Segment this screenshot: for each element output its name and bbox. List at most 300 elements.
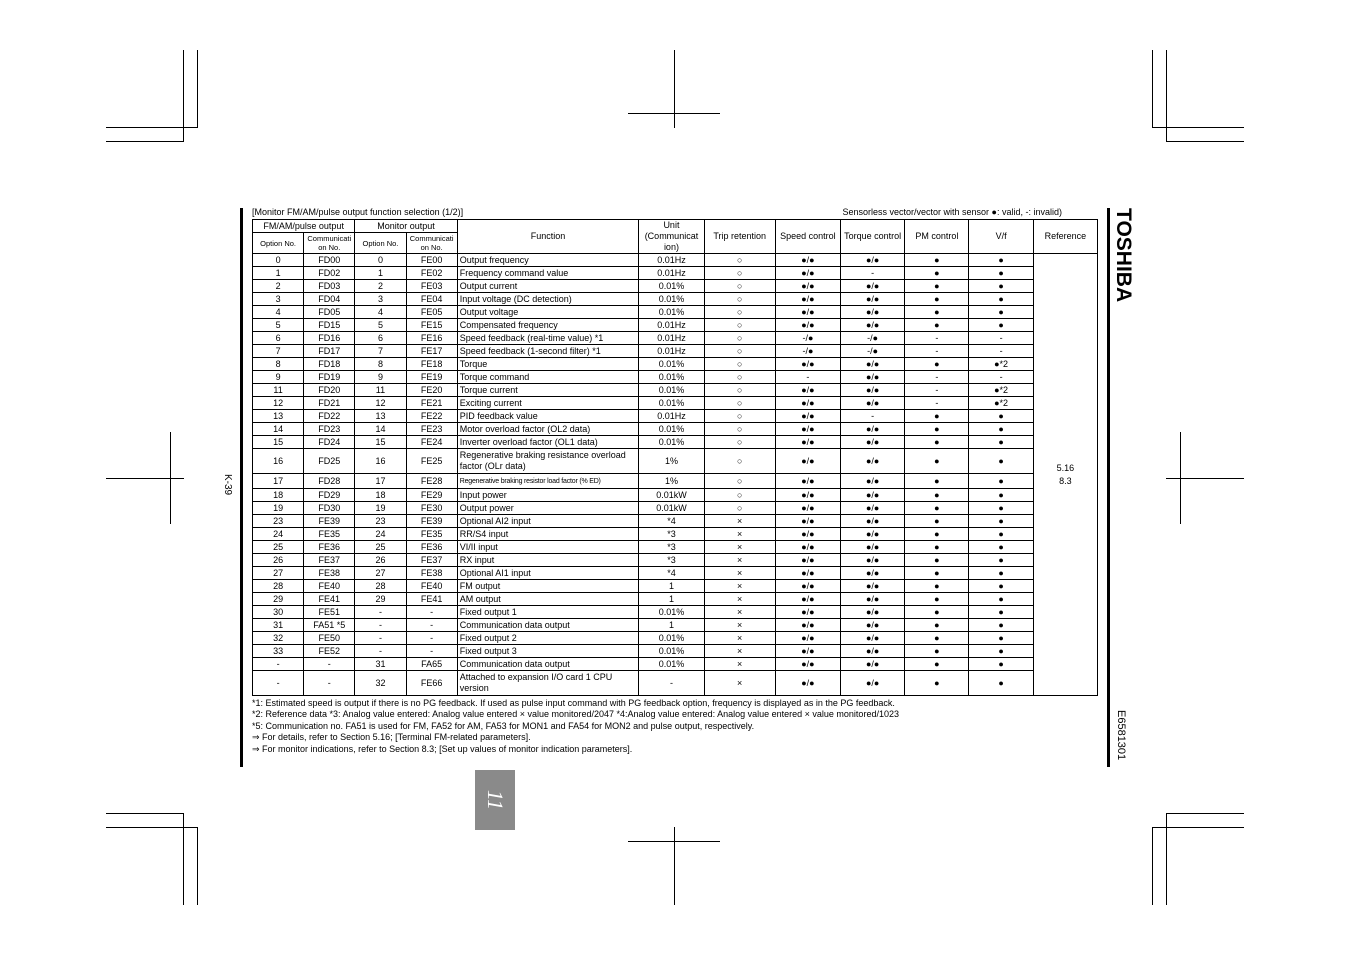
vf-cell: ● — [969, 645, 1033, 658]
fm-option-no: 30 — [253, 606, 304, 619]
document-code: E6581301 — [1115, 710, 1127, 761]
torque-cell: ●/● — [841, 671, 905, 696]
mon-option-no: - — [355, 606, 406, 619]
function-cell: Input voltage (DC detection) — [457, 293, 639, 306]
torque-cell: ●/● — [841, 541, 905, 554]
torque-cell: ●/● — [841, 645, 905, 658]
table-row — [253, 423, 1098, 436]
mon-option-no: 17 — [355, 474, 406, 489]
torque-cell: ●/● — [841, 306, 905, 319]
fm-option-no: 15 — [253, 436, 304, 449]
fm-comm-no: FD20 — [304, 384, 355, 397]
fm-option-no: 4 — [253, 306, 304, 319]
torque-cell: ●/● — [841, 436, 905, 449]
mon-option-no: 11 — [355, 384, 406, 397]
pm-cell: ● — [905, 293, 969, 306]
monitor-output-table — [252, 219, 1098, 696]
table-row — [253, 515, 1098, 528]
pm-cell: ● — [905, 671, 969, 696]
table-row — [253, 384, 1098, 397]
trip-cell: ○ — [704, 384, 775, 397]
speed-cell: ●/● — [775, 410, 840, 423]
section-tab — [475, 770, 515, 830]
speed-cell: ●/● — [775, 515, 840, 528]
pm-cell: ● — [905, 593, 969, 606]
torque-cell: ●/● — [841, 632, 905, 645]
speed-cell: ●/● — [775, 474, 840, 489]
mon-comm-no: FE39 — [406, 515, 457, 528]
trip-cell: × — [704, 658, 775, 671]
vf-cell: - — [969, 371, 1033, 384]
vf-cell: ● — [969, 528, 1033, 541]
trip-cell: ○ — [704, 397, 775, 410]
speed-cell: ●/● — [775, 528, 840, 541]
function-cell: Fixed output 1 — [457, 606, 639, 619]
table-row — [253, 541, 1098, 554]
fm-option-no: 26 — [253, 554, 304, 567]
pm-cell: - — [905, 345, 969, 358]
fm-comm-no: FE41 — [304, 593, 355, 606]
vf-cell: ● — [969, 474, 1033, 489]
unit-cell: 0.01Hz — [639, 345, 704, 358]
fm-option-no: 0 — [253, 254, 304, 267]
table-row — [253, 449, 1098, 474]
vf-cell: ●*2 — [969, 384, 1033, 397]
vf-cell: ● — [969, 593, 1033, 606]
speed-cell: ●/● — [775, 489, 840, 502]
crop-mark — [106, 127, 198, 128]
table-row — [253, 580, 1098, 593]
fm-option-no: 6 — [253, 332, 304, 345]
torque-cell: ●/● — [841, 554, 905, 567]
mon-option-no: 15 — [355, 436, 406, 449]
unit-cell: *4 — [639, 567, 704, 580]
vf-cell: ● — [969, 515, 1033, 528]
fm-comm-no: FD15 — [304, 319, 355, 332]
function-cell: Torque — [457, 358, 639, 371]
monitor-group-header: Monitor output — [355, 220, 457, 233]
mon-option-no: 19 — [355, 502, 406, 515]
vf-cell: ● — [969, 436, 1033, 449]
function-cell: Optional AI1 input — [457, 567, 639, 580]
table-row — [253, 410, 1098, 423]
speed-cell: ●/● — [775, 606, 840, 619]
trip-cell: ○ — [704, 449, 775, 474]
function-cell: AM output — [457, 593, 639, 606]
fm-comm-no: FD25 — [304, 449, 355, 474]
trip-cell: × — [704, 528, 775, 541]
vf-cell: ●*2 — [969, 397, 1033, 410]
pm-cell: ● — [905, 541, 969, 554]
mon-option-no: 9 — [355, 371, 406, 384]
fm-option-no: 27 — [253, 567, 304, 580]
table-row — [253, 671, 1098, 696]
unit-cell: 0.01kW — [639, 489, 704, 502]
mon-comm-no: FE30 — [406, 502, 457, 515]
function-cell: Output frequency — [457, 254, 639, 267]
mon-option-no: 29 — [355, 593, 406, 606]
function-cell — [457, 474, 639, 489]
trip-cell: ○ — [704, 254, 775, 267]
pm-cell: ● — [905, 489, 969, 502]
crop-mark — [197, 827, 198, 905]
unit-cell: 0.01Hz — [639, 332, 704, 345]
pm-cell: ● — [905, 474, 969, 489]
fm-comm-no: FA51 *5 — [304, 619, 355, 632]
fm-option-no: 5 — [253, 319, 304, 332]
fm-comm-no: - — [304, 658, 355, 671]
trip-cell: × — [704, 645, 775, 658]
function-cell: Frequency command value — [457, 267, 639, 280]
crop-mark — [106, 478, 184, 479]
mon-comm-no: FE00 — [406, 254, 457, 267]
speed-cell: ●/● — [775, 502, 840, 515]
page-number: K-39 — [222, 474, 233, 496]
pm-cell: ● — [905, 306, 969, 319]
crop-mark — [106, 827, 198, 828]
unit-cell: 1% — [639, 474, 704, 489]
table-row — [253, 254, 1098, 267]
mon-option-no: 12 — [355, 397, 406, 410]
fm-comm-no: FD17 — [304, 345, 355, 358]
function-text: Regenerative braking resistor load factor (% ED) — [459, 478, 601, 485]
vf-cell: ● — [969, 449, 1033, 474]
mon-option-no: 8 — [355, 358, 406, 371]
trip-cell: × — [704, 541, 775, 554]
pm-cell: ● — [905, 645, 969, 658]
crop-mark — [628, 113, 720, 114]
crop-mark — [1166, 478, 1244, 479]
speed-cell: ●/● — [775, 658, 840, 671]
pm-cell: ● — [905, 410, 969, 423]
pm-cell: - — [905, 371, 969, 384]
unit-cell: 0.01kW — [639, 502, 704, 515]
mon-comm-no: FE20 — [406, 384, 457, 397]
unit-cell: 0.01% — [639, 658, 704, 671]
fm-option-no: - — [253, 671, 304, 696]
crop-mark — [1166, 50, 1167, 142]
vf-cell: ● — [969, 280, 1033, 293]
speed-cell: ●/● — [775, 384, 840, 397]
pm-cell: ● — [905, 554, 969, 567]
mon-option-no: 16 — [355, 449, 406, 474]
torque-cell: -/● — [841, 332, 905, 345]
mon-comm-no: - — [406, 606, 457, 619]
function-cell: RX input — [457, 554, 639, 567]
reference-header: Reference — [1033, 220, 1097, 254]
mon-option-no: 14 — [355, 423, 406, 436]
function-cell: Output voltage — [457, 306, 639, 319]
mon-comm-header: Communicati on No. — [406, 233, 457, 254]
table-row — [253, 645, 1098, 658]
fm-option-no: 1 — [253, 267, 304, 280]
function-cell: VI/II input — [457, 541, 639, 554]
pm-cell: ● — [905, 606, 969, 619]
fm-comm-no: FD02 — [304, 267, 355, 280]
fm-comm-no: - — [304, 671, 355, 696]
table-row — [253, 306, 1098, 319]
vf-cell: ● — [969, 293, 1033, 306]
torque-cell: -/● — [841, 345, 905, 358]
torque-cell: - — [841, 410, 905, 423]
function-cell: Exciting current — [457, 397, 639, 410]
speed-cell: ●/● — [775, 632, 840, 645]
fm-option-no: - — [253, 658, 304, 671]
mon-comm-no: FE21 — [406, 397, 457, 410]
table-body — [253, 254, 1098, 696]
trip-cell: ○ — [704, 293, 775, 306]
mon-option-no: 1 — [355, 267, 406, 280]
crop-mark — [628, 841, 720, 842]
unit-header: Unit (Communicat ion) — [639, 220, 704, 254]
function-cell: PID feedback value — [457, 410, 639, 423]
footnote-line: *1: Estimated speed is output if there is no PG feedback. If used as pulse input command with PG feedback option, frequency is displayed as in the PG feedback. — [252, 698, 895, 708]
mon-option-no: 32 — [355, 671, 406, 696]
function-cell: Torque command — [457, 371, 639, 384]
pm-header: PM control — [905, 220, 969, 254]
table-row — [253, 474, 1098, 489]
table-row — [253, 436, 1098, 449]
function-cell: FM output — [457, 580, 639, 593]
table-row — [253, 528, 1098, 541]
unit-cell: 0.01% — [639, 280, 704, 293]
footnotes — [252, 698, 899, 755]
reference-cell: 5.16 8.3 — [1033, 254, 1097, 696]
pm-cell: ● — [905, 658, 969, 671]
unit-cell: 0.01% — [639, 606, 704, 619]
pm-cell: ● — [905, 502, 969, 515]
mon-option-no: 27 — [355, 567, 406, 580]
fm-option-no: 17 — [253, 474, 304, 489]
unit-cell: 1% — [639, 449, 704, 474]
fm-comm-no: FD04 — [304, 293, 355, 306]
pm-cell: ● — [905, 267, 969, 280]
unit-cell: *3 — [639, 554, 704, 567]
vf-cell: ● — [969, 554, 1033, 567]
pm-cell: - — [905, 332, 969, 345]
fm-comm-no: FE37 — [304, 554, 355, 567]
mon-option-no: 7 — [355, 345, 406, 358]
function-cell: Fixed output 2 — [457, 632, 639, 645]
mon-option-no: 4 — [355, 306, 406, 319]
fm-comm-no: FD30 — [304, 502, 355, 515]
fm-comm-no: FE40 — [304, 580, 355, 593]
legend-note: Sensorless vector/vector with sensor ●: valid, -: invalid) — [842, 207, 1062, 217]
function-cell: Compensated frequency — [457, 319, 639, 332]
fm-option-no: 29 — [253, 593, 304, 606]
trip-cell: ○ — [704, 319, 775, 332]
vf-cell: ● — [969, 502, 1033, 515]
fm-comm-no: FD29 — [304, 489, 355, 502]
trip-cell: ○ — [704, 502, 775, 515]
mon-comm-no: FE37 — [406, 554, 457, 567]
speed-cell: ●/● — [775, 449, 840, 474]
fm-option-no: 7 — [253, 345, 304, 358]
unit-cell: *3 — [639, 541, 704, 554]
trip-cell: ○ — [704, 436, 775, 449]
crop-mark — [106, 141, 184, 142]
table-row — [253, 619, 1098, 632]
fm-comm-no: FE36 — [304, 541, 355, 554]
vf-cell: - — [969, 345, 1033, 358]
footnote-line: ⇒ For details, refer to Section 5.16; [Terminal FM-related parameters]. — [252, 732, 531, 743]
vf-cell: ● — [969, 254, 1033, 267]
vf-cell: ● — [969, 410, 1033, 423]
fm-comm-header: Communicati on No. — [304, 233, 355, 254]
fm-comm-no: FD22 — [304, 410, 355, 423]
unit-cell: 0.01% — [639, 423, 704, 436]
unit-cell: - — [639, 671, 704, 696]
unit-cell: 0.01Hz — [639, 410, 704, 423]
mon-option-no: 2 — [355, 280, 406, 293]
fm-option-no: 13 — [253, 410, 304, 423]
torque-cell: ●/● — [841, 449, 905, 474]
fm-option-no: 12 — [253, 397, 304, 410]
fm-option-no: 33 — [253, 645, 304, 658]
pm-cell: ● — [905, 423, 969, 436]
mon-comm-no: FE16 — [406, 332, 457, 345]
fm-comm-no: FD05 — [304, 306, 355, 319]
speed-cell: ●/● — [775, 593, 840, 606]
torque-cell: ●/● — [841, 474, 905, 489]
unit-cell: 1 — [639, 619, 704, 632]
unit-cell: 0.01% — [639, 632, 704, 645]
mon-comm-no: FE25 — [406, 449, 457, 474]
fm-comm-no: FD19 — [304, 371, 355, 384]
fm-comm-no: FD21 — [304, 397, 355, 410]
torque-cell: ●/● — [841, 384, 905, 397]
fm-option-no: 23 — [253, 515, 304, 528]
function-cell: Optional AI2 input — [457, 515, 639, 528]
pm-cell: ● — [905, 580, 969, 593]
fm-comm-no: FE39 — [304, 515, 355, 528]
trip-cell: × — [704, 593, 775, 606]
function-cell: Speed feedback (1-second filter) *1 — [457, 345, 639, 358]
mon-comm-no: FE22 — [406, 410, 457, 423]
trip-cell: ○ — [704, 371, 775, 384]
section-tab-label: 11 — [483, 789, 508, 811]
fm-option-no: 32 — [253, 632, 304, 645]
torque-cell: ●/● — [841, 358, 905, 371]
speed-cell: - — [775, 371, 840, 384]
speed-cell: ●/● — [775, 254, 840, 267]
mon-comm-no: - — [406, 619, 457, 632]
unit-cell: 0.01% — [639, 371, 704, 384]
trip-cell: ○ — [704, 306, 775, 319]
torque-cell: ●/● — [841, 319, 905, 332]
speed-cell: ●/● — [775, 280, 840, 293]
unit-cell: 0.01% — [639, 358, 704, 371]
trip-cell: × — [704, 671, 775, 696]
function-cell: Communication data output — [457, 619, 639, 632]
torque-cell: ●/● — [841, 371, 905, 384]
table-row — [253, 332, 1098, 345]
pm-cell: ● — [905, 567, 969, 580]
mon-comm-no: FE24 — [406, 436, 457, 449]
unit-cell: 1 — [639, 580, 704, 593]
speed-cell: -/● — [775, 345, 840, 358]
mon-comm-no: FE29 — [406, 489, 457, 502]
trip-cell: × — [704, 606, 775, 619]
mon-option-no: 23 — [355, 515, 406, 528]
unit-cell: 0.01% — [639, 436, 704, 449]
pm-cell: ● — [905, 358, 969, 371]
table-row — [253, 567, 1098, 580]
footnote-line: *2: Reference data *3: Analog value entered: Analog value entered × value monitored/2047 *4:Analog value entered: Analog value entered × value monitored/1023 — [252, 709, 899, 720]
vf-cell: ● — [969, 267, 1033, 280]
brand-logo: TOSHIBA — [1112, 208, 1135, 303]
function-cell: Input power — [457, 489, 639, 502]
trip-cell: ○ — [704, 345, 775, 358]
fm-option-no: 2 — [253, 280, 304, 293]
vf-cell: ● — [969, 319, 1033, 332]
torque-header: Torque control — [841, 220, 905, 254]
crop-mark — [197, 50, 198, 128]
fm-option-header: Option No. — [253, 233, 304, 254]
unit-cell: 0.01% — [639, 293, 704, 306]
vf-cell: - — [969, 332, 1033, 345]
speed-cell: ●/● — [775, 671, 840, 696]
torque-cell: ●/● — [841, 254, 905, 267]
trip-cell: ○ — [704, 410, 775, 423]
vf-cell: ●*2 — [969, 358, 1033, 371]
trip-cell: ○ — [704, 358, 775, 371]
speed-cell: ●/● — [775, 319, 840, 332]
fm-option-no: 16 — [253, 449, 304, 474]
vf-cell: ● — [969, 306, 1033, 319]
mon-comm-no: FE04 — [406, 293, 457, 306]
function-cell: Fixed output 3 — [457, 645, 639, 658]
speed-cell: ●/● — [775, 423, 840, 436]
speed-cell: ●/● — [775, 397, 840, 410]
torque-cell: ●/● — [841, 580, 905, 593]
mon-option-no: - — [355, 632, 406, 645]
table-row — [253, 371, 1098, 384]
pm-cell: ● — [905, 436, 969, 449]
table-row — [253, 293, 1098, 306]
vf-cell: ● — [969, 619, 1033, 632]
table-row — [253, 267, 1098, 280]
crop-mark — [674, 827, 675, 905]
vf-cell: ● — [969, 606, 1033, 619]
table-row — [253, 554, 1098, 567]
pm-cell: ● — [905, 632, 969, 645]
speed-cell: ●/● — [775, 554, 840, 567]
speed-header: Speed control — [775, 220, 840, 254]
vf-cell: ● — [969, 423, 1033, 436]
speed-cell: ●/● — [775, 580, 840, 593]
fm-option-no: 19 — [253, 502, 304, 515]
footnote-line: ⇒ For monitor indications, refer to Section 8.3; [Set up values of monitor indication parameters]. — [252, 743, 633, 754]
speed-cell: ●/● — [775, 358, 840, 371]
mon-option-no: 5 — [355, 319, 406, 332]
table-row — [253, 606, 1098, 619]
torque-cell: ●/● — [841, 515, 905, 528]
trip-cell: × — [704, 580, 775, 593]
trip-cell: × — [704, 632, 775, 645]
function-cell: Torque current — [457, 384, 639, 397]
fm-option-no: 14 — [253, 423, 304, 436]
torque-cell: ●/● — [841, 567, 905, 580]
pm-cell: ● — [905, 449, 969, 474]
table-title: [Monitor FM/AM/pulse output function selection (1/2)] — [252, 207, 464, 217]
mon-option-no: - — [355, 645, 406, 658]
mon-option-no: 31 — [355, 658, 406, 671]
torque-cell: ●/● — [841, 528, 905, 541]
trip-cell: × — [704, 515, 775, 528]
left-margin-bar — [240, 208, 243, 767]
table-row — [253, 593, 1098, 606]
